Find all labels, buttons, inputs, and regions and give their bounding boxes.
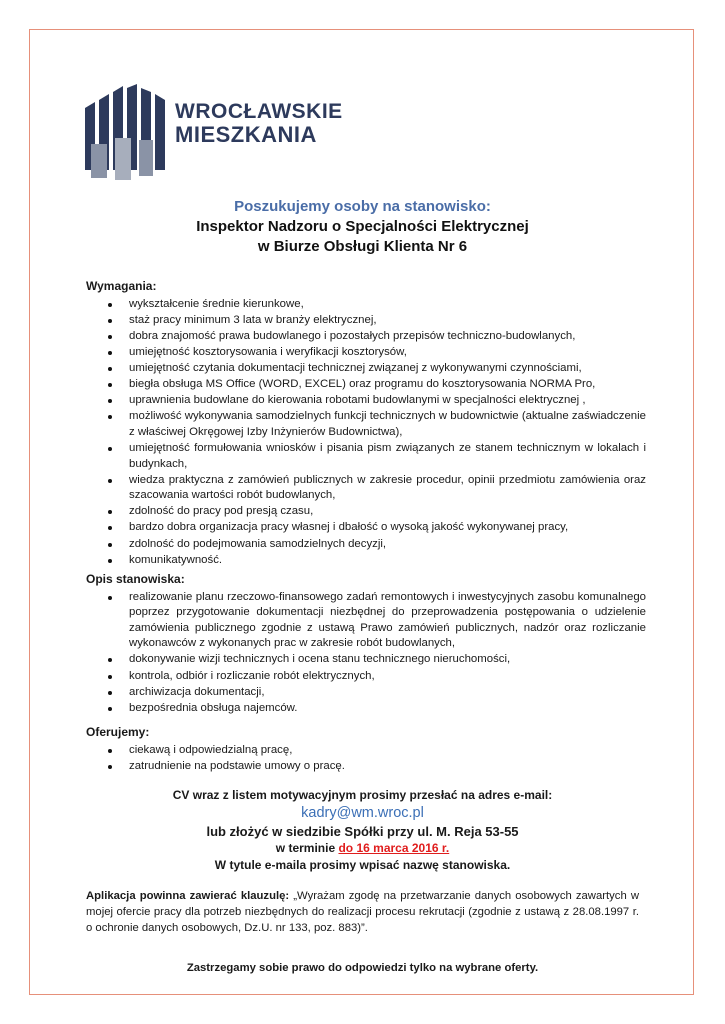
job-title <box>0 217 725 257</box>
email-link[interactable]: kadry@wm.wroc.pl <box>301 805 424 821</box>
offer-heading: Oferujemy: <box>86 725 150 739</box>
job-title-line-1: Inspektor Nadzoru o Specjalności Elektrycznej <box>196 218 529 235</box>
list-item: dokonywanie wizji technicznych i ocena stanu technicznego nieruchomości, <box>86 652 646 668</box>
list-item: komunikatywność. <box>86 553 646 569</box>
contact-block <box>0 787 725 874</box>
list-item: umiejętność formułowania wniosków i pisania pism związanych ze stanem technicznym w lokalach i budynkach, <box>86 441 646 472</box>
list-item: uprawnienia budowlane do kierowania robotami budowlanymi w specjalności elektrycznej , <box>86 393 646 409</box>
job-title-line-2: w Biurze Obsługi Klienta Nr 6 <box>257 238 468 255</box>
contact-address: lub złożyć w siedzibie Spółki przy ul. M. Reja 53-55 <box>206 824 519 839</box>
list-item: wykształcenie średnie kierunkowe, <box>86 297 646 313</box>
deadline-line <box>0 840 725 857</box>
list-item: biegła obsługa MS Office (WORD, EXCEL) oraz programu do kosztorysowania NORMA Pro, <box>86 377 646 393</box>
list-item: realizowanie planu rzeczowo-finansowego zadań remontowych i inwestycyjnych zasobu komunalnego poprzez przygotowanie dokumentacji niezbędnej do przeprowadzenia postępowania o udzielenie zamówienia publicznego zgodnie z ustawą Prawo zamówień publicznych, nadzór oraz rozliczanie wykonawców z wykonanych prac w zakresie robót budowlanych, <box>86 590 646 652</box>
list-item: możliwość wykonywania samodzielnych funkcji technicznych w budownictwie (aktualne zaświadczenie z właściwej Okręgowej Izby Inżynierów Budownictwa), <box>86 409 646 440</box>
list-item: staż pracy minimum 3 lata w branży elektrycznej, <box>86 313 646 329</box>
list-item: zdolność do podejmowania samodzielnych decyzji, <box>86 537 646 553</box>
clause-text: „Wyrażam zgodę na przetwarzanie danych osobowych zawartych w mojej ofercie pracy dla potrzeb niezbędnych do realizacji procesu rekrutacji (zgodnie z ustawą z 28.08.1997 r. o ochronie danych osobowych, Dz.U. nr 133, poz. 883)”. <box>86 890 639 934</box>
description-list <box>86 590 646 717</box>
logo-text <box>175 101 343 146</box>
list-item: archiwizacja dokumentacji, <box>86 685 646 701</box>
requirements-section <box>86 279 646 569</box>
offer-section <box>86 725 646 775</box>
description-heading: Opis stanowiska: <box>86 572 185 586</box>
deadline-prefix: w terminie <box>275 841 339 855</box>
list-item: umiejętność czytania dokumentacji technicznej związanej z wykonywanymi czynnościami, <box>86 361 646 377</box>
list-item: umiejętność kosztorysowania i weryfikacji kosztorysów, <box>86 345 646 361</box>
requirements-heading: Wymagania: <box>86 279 157 293</box>
requirements-list <box>86 297 646 569</box>
job-subtitle: Poszukujemy osoby na stanowisko: <box>234 198 491 215</box>
list-item: bezpośrednia obsługa najemców. <box>86 701 646 717</box>
list-item: wiedza praktyczna z zamówień publicznych w zakresie procedur, opinii przedmiotu zamówienia oraz szacowania wartości robót budowlanych, <box>86 473 646 504</box>
offer-list <box>86 743 646 775</box>
list-item: ciekawą i odpowiedzialną pracę, <box>86 743 646 759</box>
clause-label: Aplikacja powinna zawierać klauzulę: <box>86 890 290 902</box>
list-item: dobra znajomość prawa budowlanego i pozostałych przepisów techniczno-budowlanych, <box>86 329 646 345</box>
list-item: bardzo dobra organizacja pracy własnej i dbałość o wysoką jakość wykonywanej pracy, <box>86 520 646 536</box>
footer-note: Zastrzegamy sobie prawo do odpowiedzi tylko na wybrane oferty. <box>186 962 539 974</box>
list-item: zatrudnienie na podstawie umowy o pracę. <box>86 759 646 775</box>
list-item: kontrola, odbiór i rozliczanie robót elektrycznych, <box>86 669 646 685</box>
consent-clause <box>86 888 639 936</box>
description-section <box>86 572 646 717</box>
deadline-date: do 16 marca 2016 r. <box>338 841 450 855</box>
email-title-note: W tytule e-maila prosimy wpisać nazwę stanowiska. <box>214 858 511 872</box>
contact-instruction: CV wraz z listem motywacyjnym prosimy przesłać na adres e-mail: <box>172 788 553 802</box>
logo-line-2: MIESZKANIA <box>175 122 317 147</box>
list-item: zdolność do pracy pod presją czasu, <box>86 504 646 520</box>
logo-line-1: WROCŁAWSKIE <box>175 100 343 123</box>
